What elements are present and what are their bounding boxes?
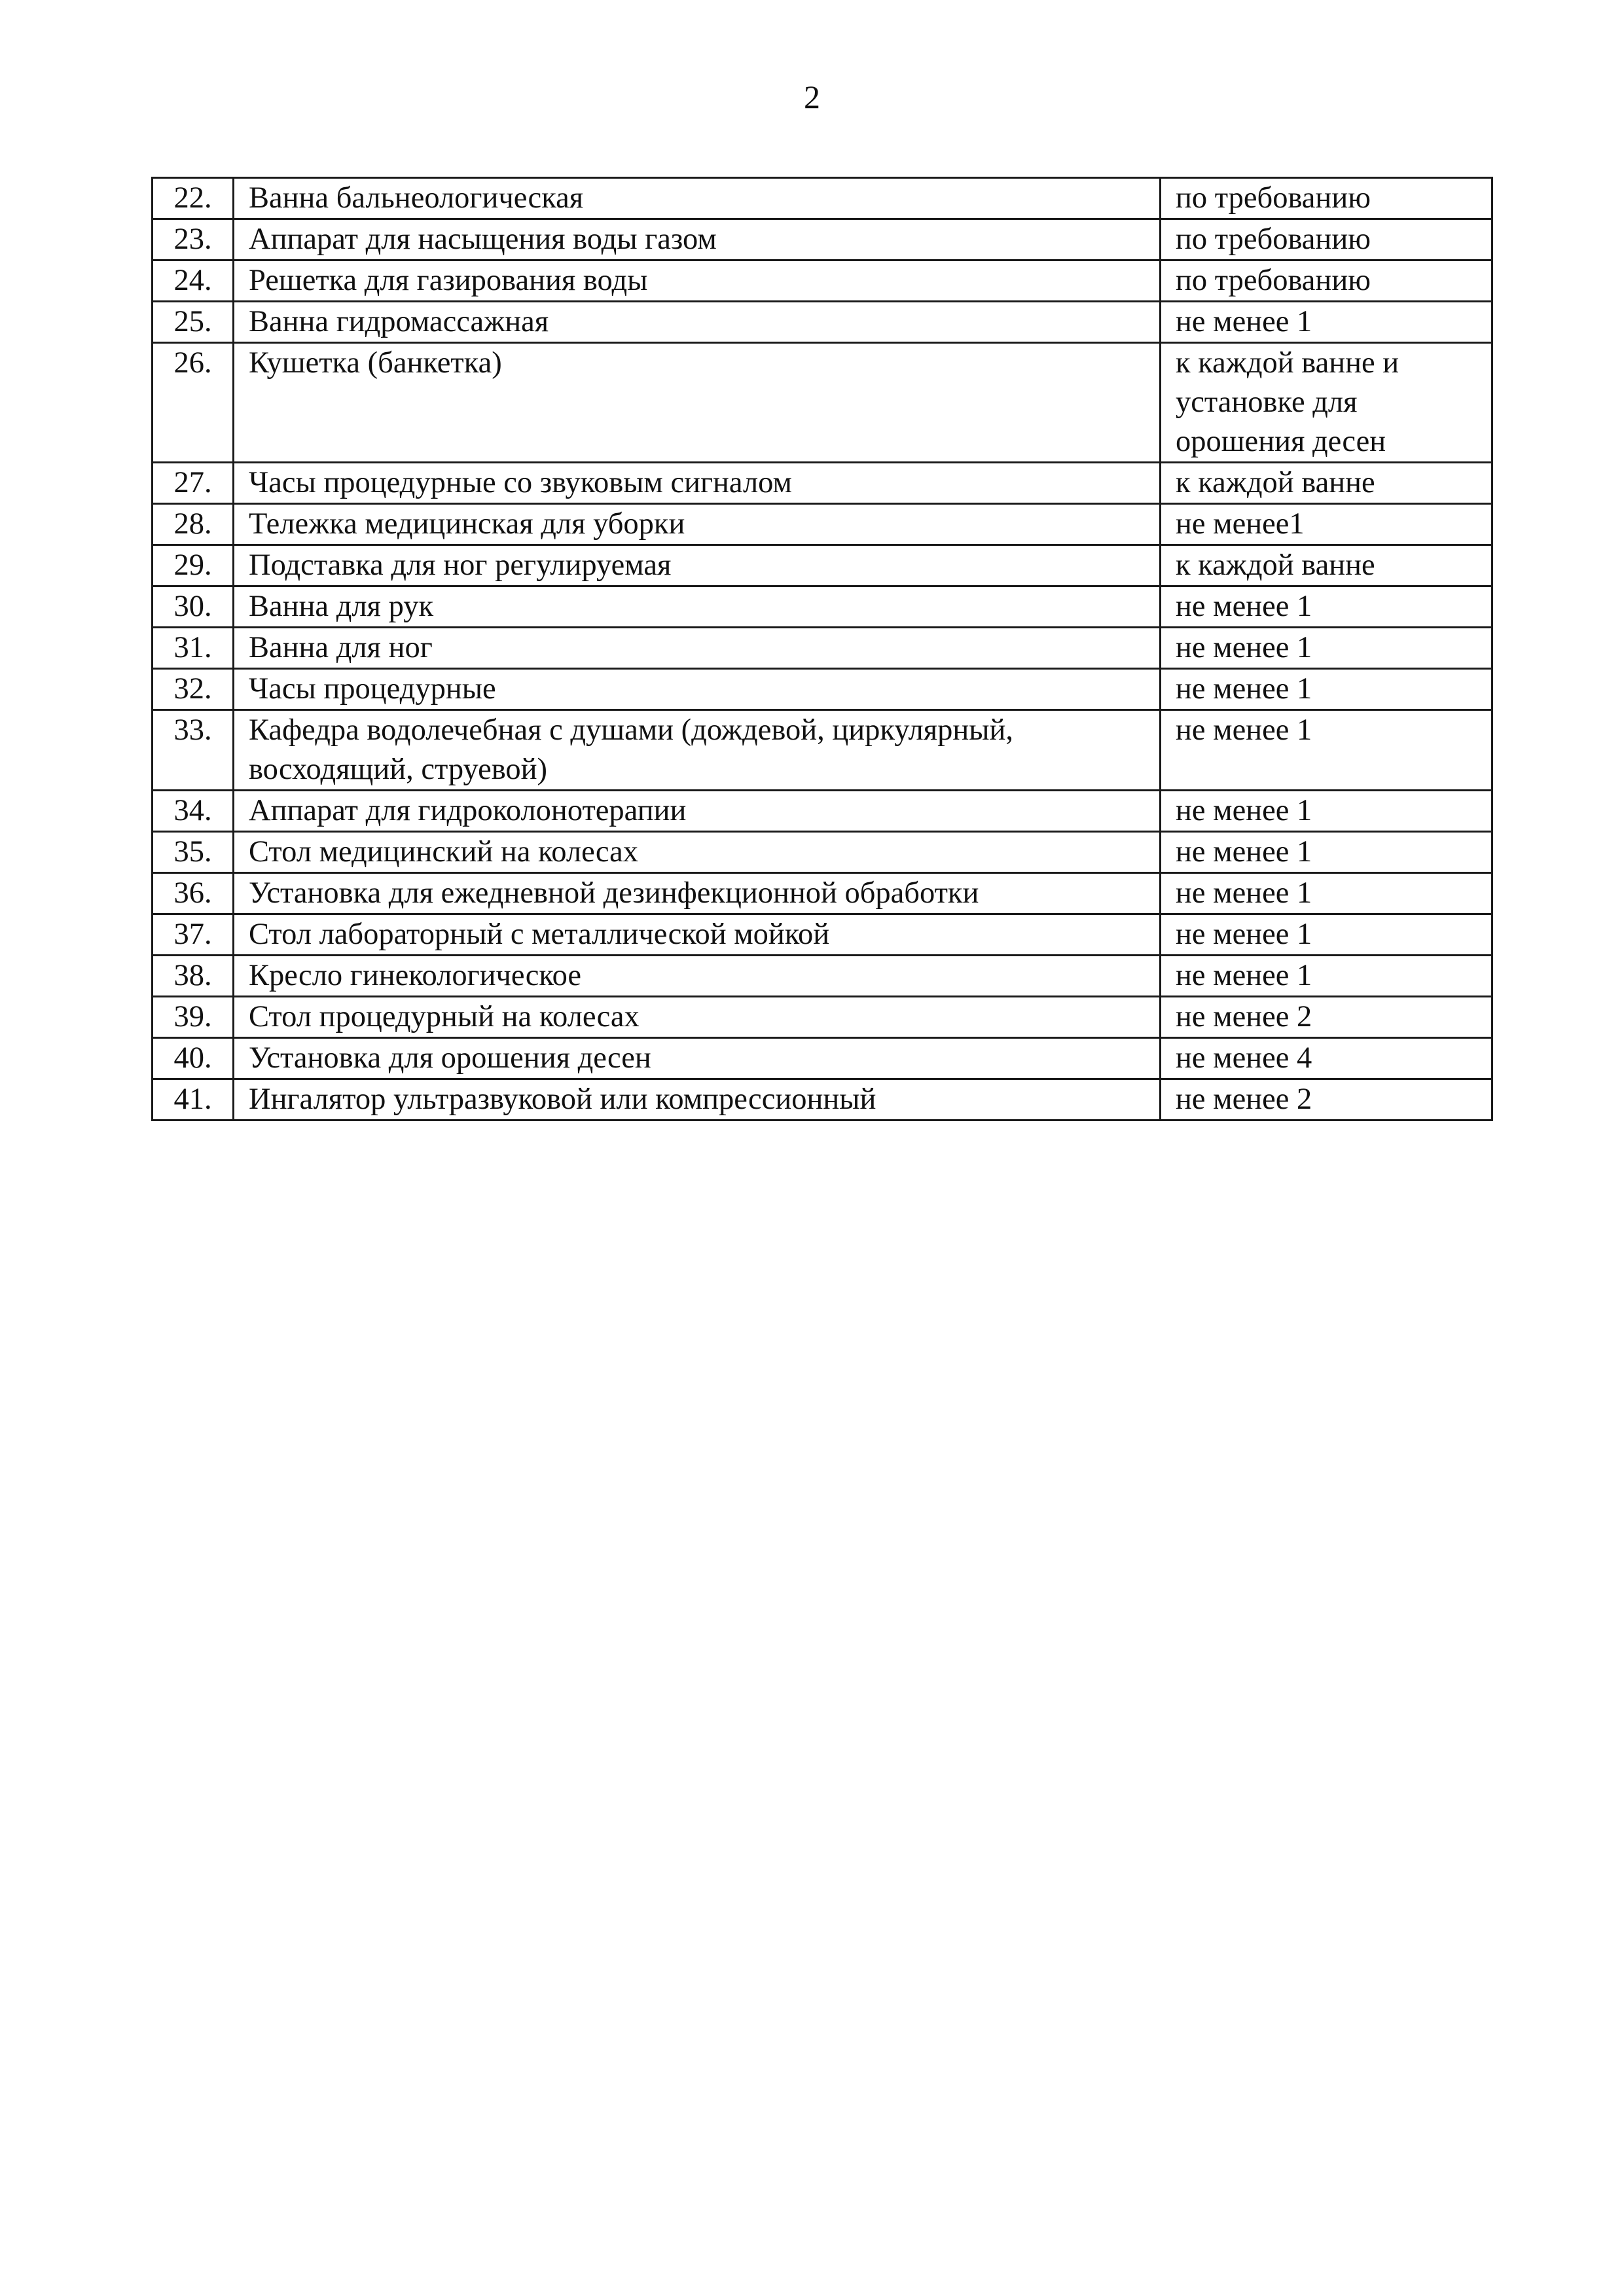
equipment-quantity: не менее 1	[1161, 586, 1492, 628]
equipment-quantity: не менее 1	[1161, 914, 1492, 956]
equipment-quantity: не менее 1	[1161, 669, 1492, 710]
row-number: 36.	[153, 873, 234, 914]
row-number: 22.	[153, 178, 234, 219]
equipment-quantity: к каждой ванне	[1161, 463, 1492, 504]
equipment-name: Часы процедурные со звуковым сигналом	[234, 463, 1161, 504]
equipment-table	[151, 177, 1493, 1121]
row-number: 37.	[153, 914, 234, 956]
table-row	[153, 260, 1492, 302]
row-number: 26.	[153, 343, 234, 463]
table-row	[153, 545, 1492, 586]
equipment-name: Ванна бальнеологическая	[234, 178, 1161, 219]
row-number: 35.	[153, 832, 234, 873]
equipment-name: Аппарат для насыщения воды газом	[234, 219, 1161, 260]
row-number: 34.	[153, 791, 234, 832]
equipment-name: Стол медицинский на колесах	[234, 832, 1161, 873]
table-row	[153, 791, 1492, 832]
row-number: 31.	[153, 628, 234, 669]
equipment-name: Стол лабораторный с металлической мойкой	[234, 914, 1161, 956]
table-row	[153, 873, 1492, 914]
table-row	[153, 1038, 1492, 1079]
equipment-quantity: не менее 1	[1161, 302, 1492, 343]
equipment-name: Кресло гинекологическое	[234, 956, 1161, 997]
equipment-quantity: по требованию	[1161, 260, 1492, 302]
equipment-quantity: не менее 1	[1161, 956, 1492, 997]
equipment-quantity: не менее1	[1161, 504, 1492, 545]
equipment-name: Кушетка (банкетка)	[234, 343, 1161, 463]
table-row	[153, 586, 1492, 628]
equipment-name: Установка для ежедневной дезинфекционной обработки	[234, 873, 1161, 914]
table-row	[153, 343, 1492, 463]
equipment-name: Ингалятор ультразвуковой или компрессионный	[234, 1079, 1161, 1121]
equipment-name: Аппарат для гидроколонотерапии	[234, 791, 1161, 832]
row-number: 39.	[153, 997, 234, 1038]
equipment-name: Ванна для ног	[234, 628, 1161, 669]
table-row	[153, 710, 1492, 791]
table-row	[153, 669, 1492, 710]
equipment-quantity: по требованию	[1161, 178, 1492, 219]
table-row	[153, 997, 1492, 1038]
table-row	[153, 914, 1492, 956]
equipment-quantity: по требованию	[1161, 219, 1492, 260]
equipment-name: Ванна для рук	[234, 586, 1161, 628]
equipment-name: Тележка медицинская для уборки	[234, 504, 1161, 545]
equipment-quantity: не менее 2	[1161, 997, 1492, 1038]
row-number: 33.	[153, 710, 234, 791]
equipment-name: Ванна гидромассажная	[234, 302, 1161, 343]
equipment-name: Часы процедурные	[234, 669, 1161, 710]
equipment-quantity: не менее 1	[1161, 791, 1492, 832]
equipment-name: Решетка для газирования воды	[234, 260, 1161, 302]
equipment-name: Подставка для ног регулируемая	[234, 545, 1161, 586]
equipment-name: Установка для орошения десен	[234, 1038, 1161, 1079]
table-row	[153, 302, 1492, 343]
table-row	[153, 956, 1492, 997]
row-number: 28.	[153, 504, 234, 545]
equipment-name: Стол процедурный на колесах	[234, 997, 1161, 1038]
equipment-quantity: не менее 4	[1161, 1038, 1492, 1079]
table-row	[153, 504, 1492, 545]
row-number: 32.	[153, 669, 234, 710]
equipment-quantity: не менее 1	[1161, 832, 1492, 873]
equipment-quantity: к каждой ванне	[1161, 545, 1492, 586]
row-number: 25.	[153, 302, 234, 343]
table-row	[153, 178, 1492, 219]
row-number: 40.	[153, 1038, 234, 1079]
table-row	[153, 628, 1492, 669]
equipment-quantity: не менее 1	[1161, 710, 1492, 791]
equipment-quantity: не менее 1	[1161, 628, 1492, 669]
table-row	[153, 1079, 1492, 1121]
table-row	[153, 463, 1492, 504]
equipment-quantity: не менее 2	[1161, 1079, 1492, 1121]
row-number: 27.	[153, 463, 234, 504]
equipment-name: Кафедра водолечебная с душами (дождевой, циркулярный, восходящий, струевой)	[234, 710, 1161, 791]
row-number: 29.	[153, 545, 234, 586]
equipment-quantity: к каждой ванне и установке для орошения десен	[1161, 343, 1492, 463]
row-number: 30.	[153, 586, 234, 628]
table-row	[153, 832, 1492, 873]
row-number: 24.	[153, 260, 234, 302]
row-number: 38.	[153, 956, 234, 997]
equipment-quantity: не менее 1	[1161, 873, 1492, 914]
table-row	[153, 219, 1492, 260]
page-number: 2	[804, 79, 820, 115]
row-number: 23.	[153, 219, 234, 260]
row-number: 41.	[153, 1079, 234, 1121]
